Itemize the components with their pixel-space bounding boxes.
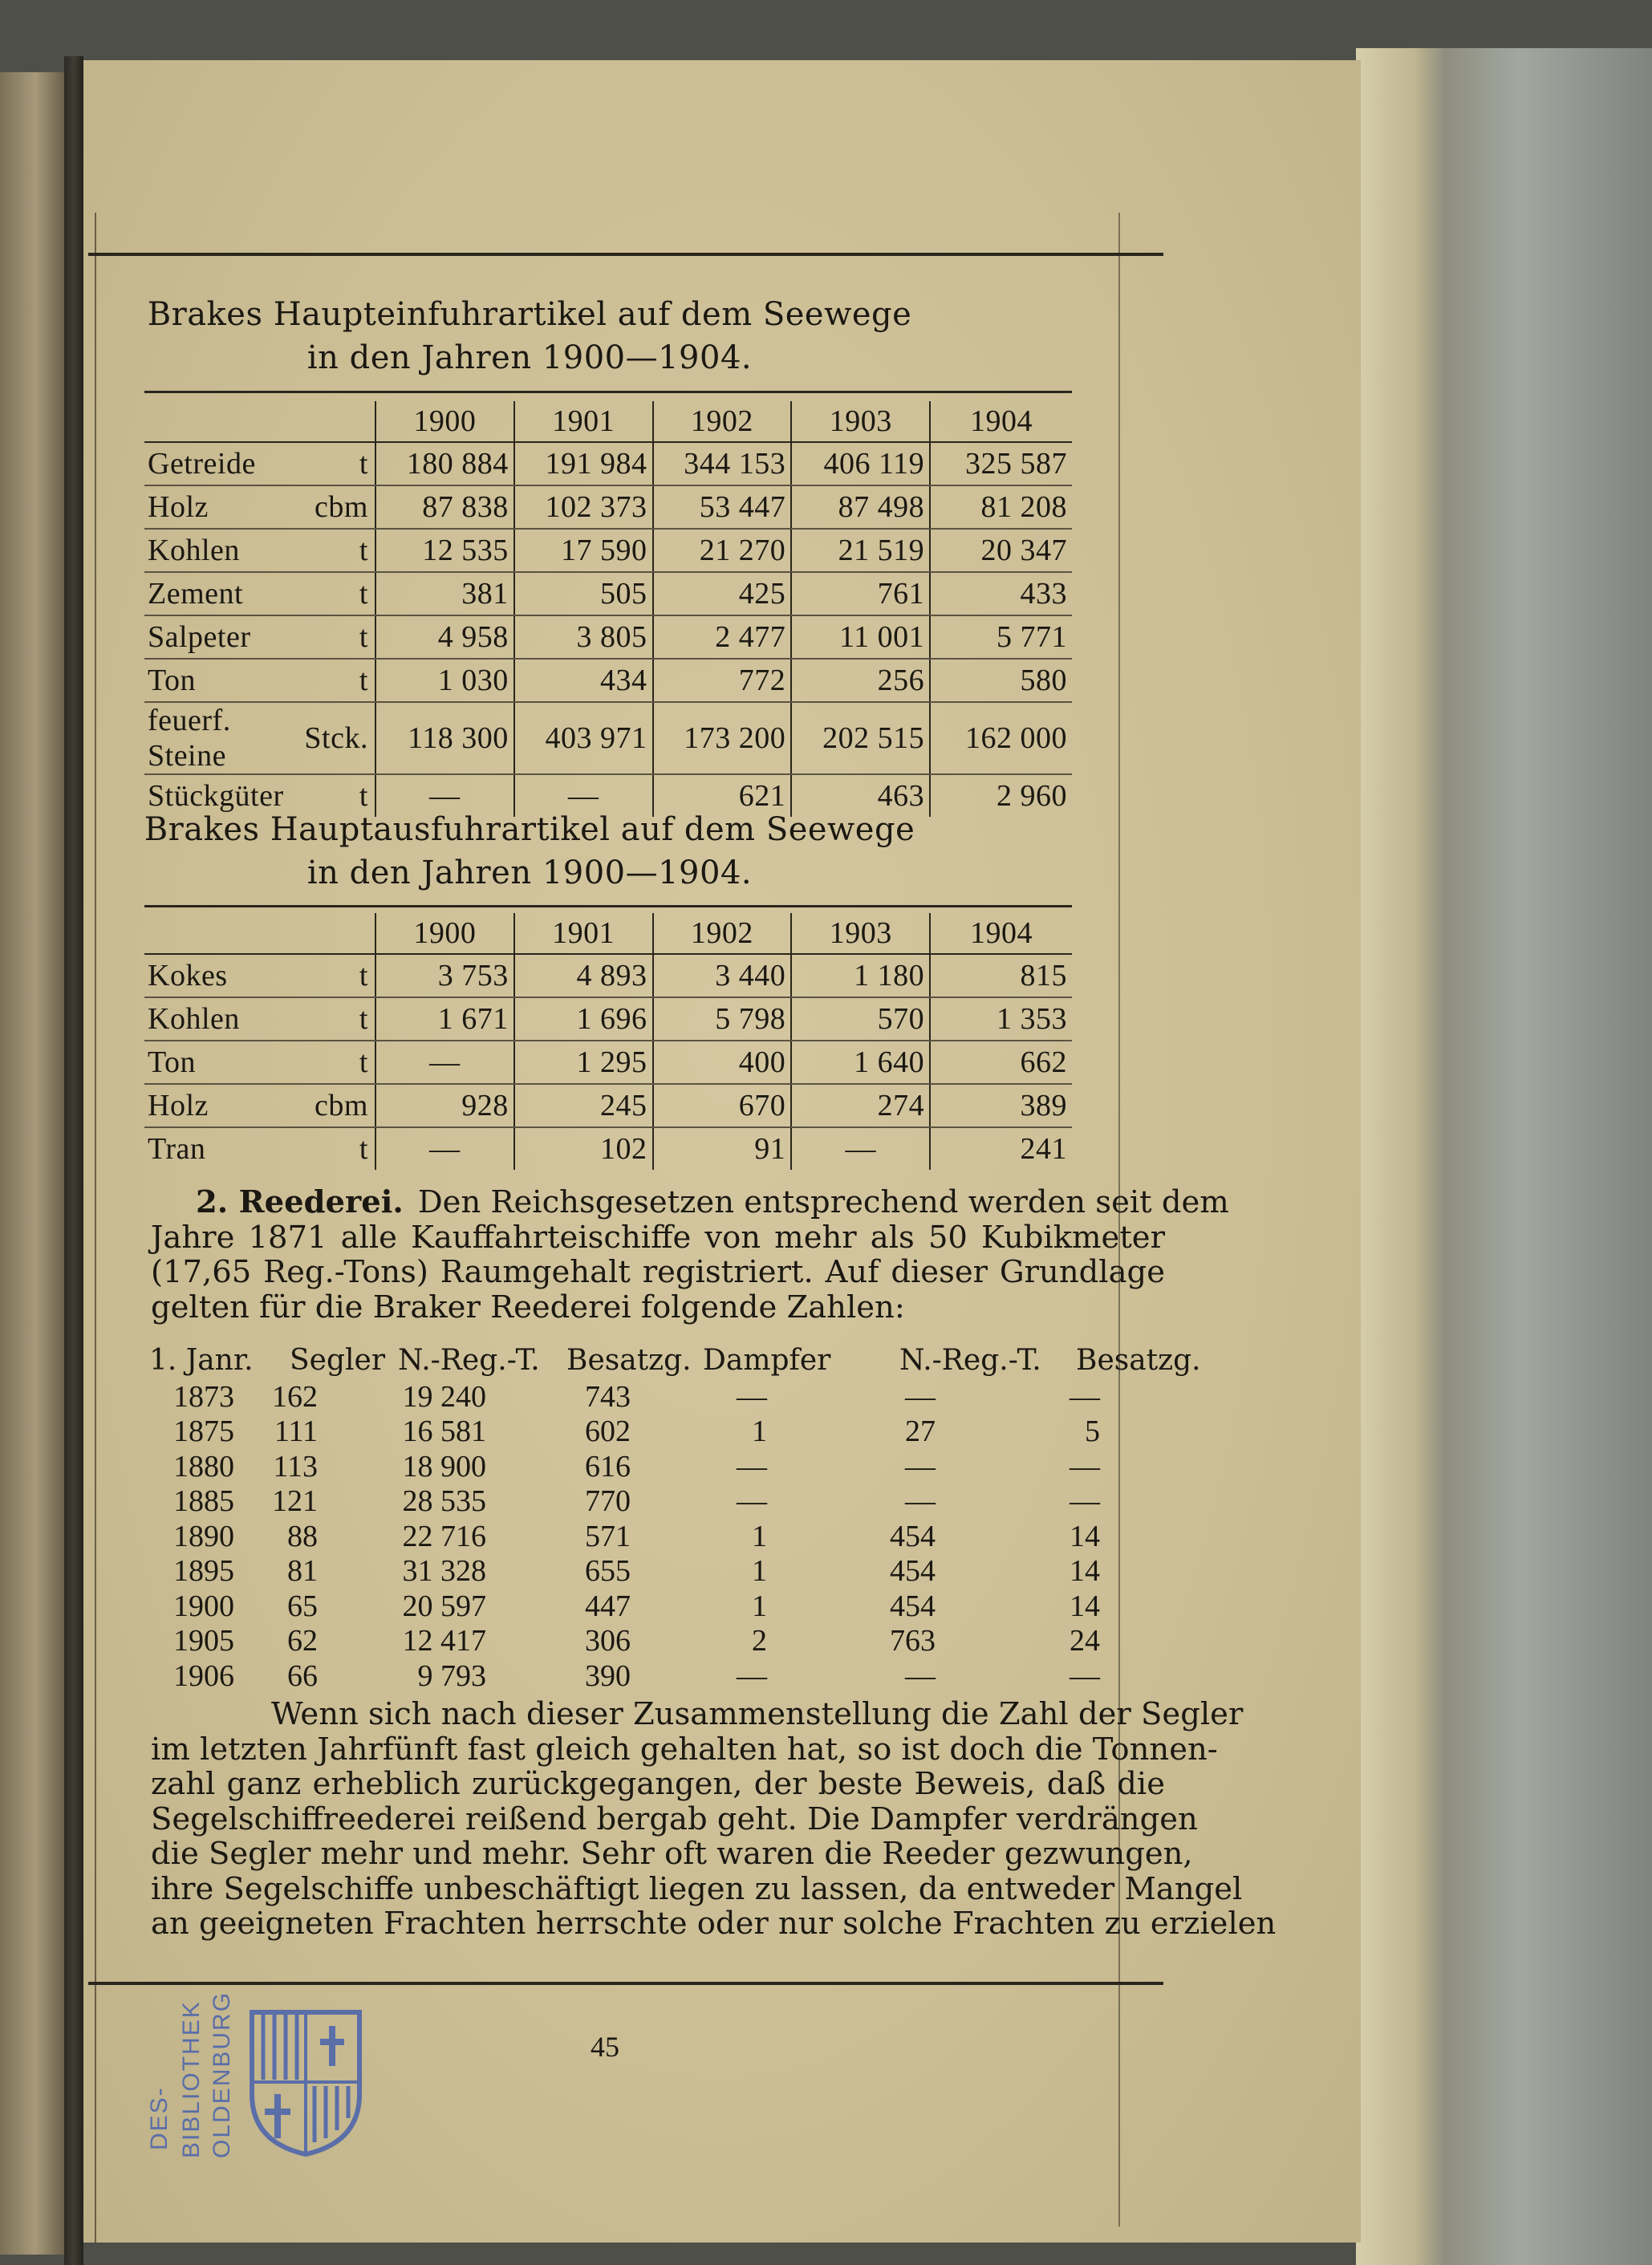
table-cell: 5 771 [930,615,1072,659]
year-header: 1903 [791,913,930,954]
table-cell: 81 208 [930,485,1072,529]
table-row [149,1519,1168,1554]
page-number: 45 [591,2031,619,2063]
section-title: 2. Reederei. [196,1184,404,1220]
section-line: Jahre 1871 alle Kauffahrteischiffe von mehr als 50 Kubikmeter [151,1219,1165,1256]
table-cell: 3 440 [653,954,792,997]
table-cell: 580 [930,659,1072,702]
paragraph-line: Segelschiffreederei reißend bergab geht. Die Dampfer verdrängen [151,1800,1198,1837]
year-header: 1904 [930,913,1072,954]
corner-cell [144,401,293,442]
table-cell: 162 000 [930,702,1072,774]
row-label: Stückgüter [148,779,284,813]
corner-cell [144,913,293,954]
table-cell: 256 [791,659,930,702]
row-unit: t [293,572,375,615]
table-row [144,615,1072,659]
table-cell: — [1070,1484,1100,1518]
closing-paragraph [151,1696,1277,1942]
table-cell: — [1070,1379,1100,1414]
year-header: 1903 [791,401,930,442]
table-cell: — [905,1658,936,1693]
table-cell: 1900 [173,1589,234,1623]
table-cell: 772 [653,659,792,702]
table-cell: 17 590 [514,529,653,572]
year-header: 1902 [653,913,792,954]
table-cell: 602 [585,1415,631,1448]
table-cell: 815 [930,954,1072,997]
paragraph-line: die Segler mehr und mehr. Sehr oft waren die Reeder gezwungen, [151,1836,1193,1872]
top-rule [88,253,1163,256]
table-cell: 505 [514,572,653,615]
table-cell: 447 [585,1589,631,1623]
table-cell: 3 753 [375,954,514,997]
import-table [144,401,1072,817]
import-heading-line1: Brakes Haupteinfuhrartikel auf dem Seewege [147,296,912,333]
table-cell: 770 [585,1484,631,1518]
table-row [144,702,1072,774]
table-row [144,572,1072,615]
table-cell: 24 [1070,1624,1100,1658]
year-header: 1900 [375,913,514,954]
table-cell: 180 884 [375,442,514,485]
export-heading-line1: Brakes Hauptausfuhrartikel auf dem Seewege [144,811,915,848]
reederei-table [149,1344,1201,1693]
table-cell: 4 958 [375,615,514,659]
table-cell: 102 373 [514,485,653,529]
table-row [149,1589,1168,1624]
table-cell: 1 671 [375,997,514,1041]
table-cell: 14 [1070,1519,1100,1553]
table-cell: 463 [791,774,930,817]
table-cell: 389 [930,1084,1072,1127]
table-row [149,1449,1168,1484]
table-cell: 1 696 [514,997,653,1041]
row-unit: t [293,442,375,485]
row-unit: t [293,997,375,1041]
table-cell: 274 [791,1084,930,1127]
year-header: 1900 [375,401,514,442]
table-cell: — [905,1484,936,1518]
table-cell: 1880 [173,1449,234,1484]
reederei-header-row [149,1344,1201,1379]
table-row [149,1414,1168,1449]
table-cell: — [791,1127,930,1170]
column-header: Besatzg. [566,1344,692,1377]
table-cell: 202 515 [791,702,930,774]
table-row [144,997,1072,1041]
table-cell: 27 [905,1415,936,1448]
row-label: Holz [144,1084,293,1127]
table-cell: 65 [287,1589,318,1623]
table-cell: 571 [585,1519,631,1553]
import-table-header-row [144,401,1072,442]
table-cell: 11 001 [791,615,930,659]
table-row [144,485,1072,529]
paragraph-line: Wenn sich nach dieser Zusammenstellung die Zahl der Segler [271,1696,1244,1732]
table-cell: 31 328 [402,1554,486,1588]
left-frame [95,213,96,2243]
table-cell: 2 477 [653,615,792,659]
table-row [144,442,1072,485]
row-label: Holz [144,485,293,529]
table-cell: 91 [653,1127,792,1170]
import-heading-line2: in den Jahren 1900—1904. [306,339,753,376]
table-cell: — [737,1379,767,1414]
table-row [144,529,1072,572]
table-cell: 454 [890,1554,936,1588]
row-label: Kohlen [144,997,293,1041]
row-label: Kokes [144,954,293,997]
table-cell: 12 535 [375,529,514,572]
row-unit: t [293,1041,375,1084]
table-cell: 1 180 [791,954,930,997]
table-cell: 245 [514,1084,653,1127]
book-spine [64,56,83,2265]
row-unit: t [293,659,375,702]
table-cell: 928 [375,1084,514,1127]
column-header: Dampfer [703,1344,831,1377]
stamp-line3: OLDENBURG [209,1991,235,2158]
table-cell: 14 [1070,1589,1100,1623]
table-cell: 62 [287,1624,318,1658]
table-cell: 1906 [173,1658,234,1693]
table-cell: 88 [287,1519,318,1553]
row-label: Kohlen [144,529,293,572]
table-cell: 102 [514,1127,653,1170]
table-cell: 434 [514,659,653,702]
table-cell: 191 984 [514,442,653,485]
table-cell: 306 [585,1624,631,1658]
table-cell: 433 [930,572,1072,615]
table-cell: 1875 [173,1415,234,1448]
table-cell: 1 [752,1415,767,1448]
table-cell: 162 [272,1379,318,1414]
table-cell: 5 798 [653,997,792,1041]
table-cell: 621 [653,774,792,817]
table-cell: 400 [653,1041,792,1084]
table-cell: — [737,1484,767,1518]
row-unit: t [293,529,375,572]
table-cell: 22 716 [402,1519,486,1553]
table-row [149,1484,1168,1519]
table-cell: 344 153 [653,442,792,485]
table-cell: 425 [653,572,792,615]
table-row [144,1041,1072,1084]
table-cell: 21 270 [653,529,792,572]
table-cell: 763 [890,1624,936,1658]
table-cell: 1 295 [514,1041,653,1084]
export-table [144,913,1072,1170]
table-cell: 1873 [173,1379,234,1414]
table-cell: 19 240 [402,1379,486,1414]
table-cell: — [737,1658,767,1693]
table-cell: 5 [1085,1415,1100,1448]
row-label: feuerf. Steine [144,702,293,774]
table-cell: 1 [752,1519,767,1553]
table-row [149,1658,1168,1694]
section-line: Den Reichsgesetzen entsprechend werden seit dem [417,1184,1229,1220]
table-row [144,954,1072,997]
table-cell: 16 581 [402,1415,486,1448]
table-cell: 121 [272,1484,318,1518]
table-cell: 87 498 [791,485,930,529]
row-unit: cbm [293,485,375,529]
table-cell: 66 [287,1658,318,1693]
column-header: N.-Reg.-T. [899,1344,1041,1377]
table-cell: 1890 [173,1519,234,1553]
table-cell: 616 [585,1449,631,1484]
table-cell: 21 519 [791,529,930,572]
table-cell: 241 [930,1127,1072,1170]
paragraph-line: an geeigneten Frachten herrschte oder nur solche Frachten zu erzielen [151,1906,1277,1942]
column-header: 1. Janr. [149,1344,254,1377]
stamp-line1: DES- [146,2086,173,2150]
table-cell: 1 [752,1589,767,1623]
table-cell: — [737,1449,767,1484]
library-stamp [119,1990,384,2182]
table-cell: 1 030 [375,659,514,702]
table-cell: 403 971 [514,702,653,774]
table-cell: — [375,1127,514,1170]
table-cell: 28 535 [402,1484,486,1518]
row-label: Ton [144,659,293,702]
row-unit: t [293,954,375,997]
row-unit: t [359,1132,368,1166]
import-heading [0,293,1168,380]
table-row [144,659,1072,702]
table-cell: 81 [287,1554,318,1588]
export-table-body [144,954,1072,1170]
stamp-line2: BIBLIOTHEK [178,2000,205,2158]
table-cell: 1 640 [791,1041,930,1084]
table-cell: 1 353 [930,997,1072,1041]
row-label: Ton [144,1041,293,1084]
row-label: Tran [148,1132,206,1166]
section-line: gelten für die Braker Reederei folgende Zahlen: [151,1289,905,1325]
table-cell: 761 [791,572,930,615]
paragraph-line: im letzten Jahrfünft fast gleich gehalten hat, so ist doch die Tonnen- [151,1731,1218,1768]
reederei-paragraph [151,1184,1229,1325]
table-row [149,1553,1168,1589]
table-cell: 2 [752,1624,767,1658]
export-table-top-rule [144,905,1072,907]
table-cell: 87 838 [375,485,514,529]
table-cell: 1905 [173,1624,234,1658]
table-cell: 113 [273,1449,318,1484]
table-cell: 454 [890,1519,936,1553]
table-cell: 381 [375,572,514,615]
table-cell: 1885 [173,1484,234,1518]
table-cell: 173 200 [653,702,792,774]
table-cell: 1895 [173,1554,234,1588]
table-row [149,1623,1168,1658]
table-cell: 118 300 [375,702,514,774]
row-unit: t [359,779,368,813]
year-header: 1902 [653,401,792,442]
book-page [83,60,1361,2243]
section-line: (17,65 Reg.-Tons) Raumgehalt registriert. Auf dieser Grundlage [151,1254,1165,1290]
table-cell: 2 960 [930,774,1072,817]
table-cell: 743 [585,1379,631,1414]
table-cell: 20 597 [402,1589,486,1623]
table-cell: — [1070,1658,1100,1693]
coat-of-arms-icon [246,2006,366,2158]
table-cell: — [905,1379,936,1414]
table-cell: — [905,1449,936,1484]
bottom-rule [88,1982,1163,1985]
table-cell: 3 805 [514,615,653,659]
column-header: N.-Reg.-T. [398,1344,540,1377]
export-table-header-row [144,913,1072,954]
row-unit: t [293,615,375,659]
table-cell: 454 [890,1589,936,1623]
row-unit: Stck. [293,702,375,774]
book-cover-edge [1356,48,1652,2265]
import-table-body [144,442,1072,817]
table-cell: 14 [1070,1554,1100,1588]
left-page-edge [0,72,64,2255]
row-label: Salpeter [144,615,293,659]
row-label: Zement [144,572,293,615]
table-cell: 20 347 [930,529,1072,572]
table-cell: 18 900 [402,1449,486,1484]
table-cell: 570 [791,997,930,1041]
table-cell: 390 [585,1658,631,1693]
table-cell: 53 447 [653,485,792,529]
table-cell: — [514,774,653,817]
paragraph-line: ihre Segelschiffe unbeschäftigt liegen zu lassen, da entweder Mangel [151,1870,1243,1907]
row-label: Getreide [144,442,293,485]
table-cell: 4 893 [514,954,653,997]
table-cell: — [1070,1449,1100,1484]
table-cell: — [375,774,514,817]
paragraph-line: zahl ganz erheblich zurückgegangen, der beste Beweis, daß die [151,1766,1165,1802]
table-cell: 662 [930,1041,1072,1084]
year-header: 1904 [930,401,1072,442]
table-cell: 670 [653,1084,792,1127]
column-header: Besatzg. [1076,1344,1201,1377]
table-row [144,1127,1072,1170]
table-row [149,1379,1168,1415]
table-cell: 325 587 [930,442,1072,485]
table-cell: — [375,1041,514,1084]
table-cell: 406 119 [791,442,930,485]
table-cell: 111 [274,1415,318,1448]
table-cell: 9 793 [417,1658,486,1693]
import-table-top-rule [144,391,1072,393]
year-header: 1901 [514,401,653,442]
table-cell: 655 [585,1554,631,1588]
table-row [144,1084,1072,1127]
table-cell: 12 417 [402,1624,486,1658]
row-unit: cbm [293,1084,375,1127]
export-heading-line2: in den Jahren 1900—1904. [306,854,753,891]
column-header: Segler [290,1344,386,1377]
year-header: 1901 [514,913,653,954]
table-cell: 1 [752,1554,767,1588]
export-heading [0,808,1168,895]
